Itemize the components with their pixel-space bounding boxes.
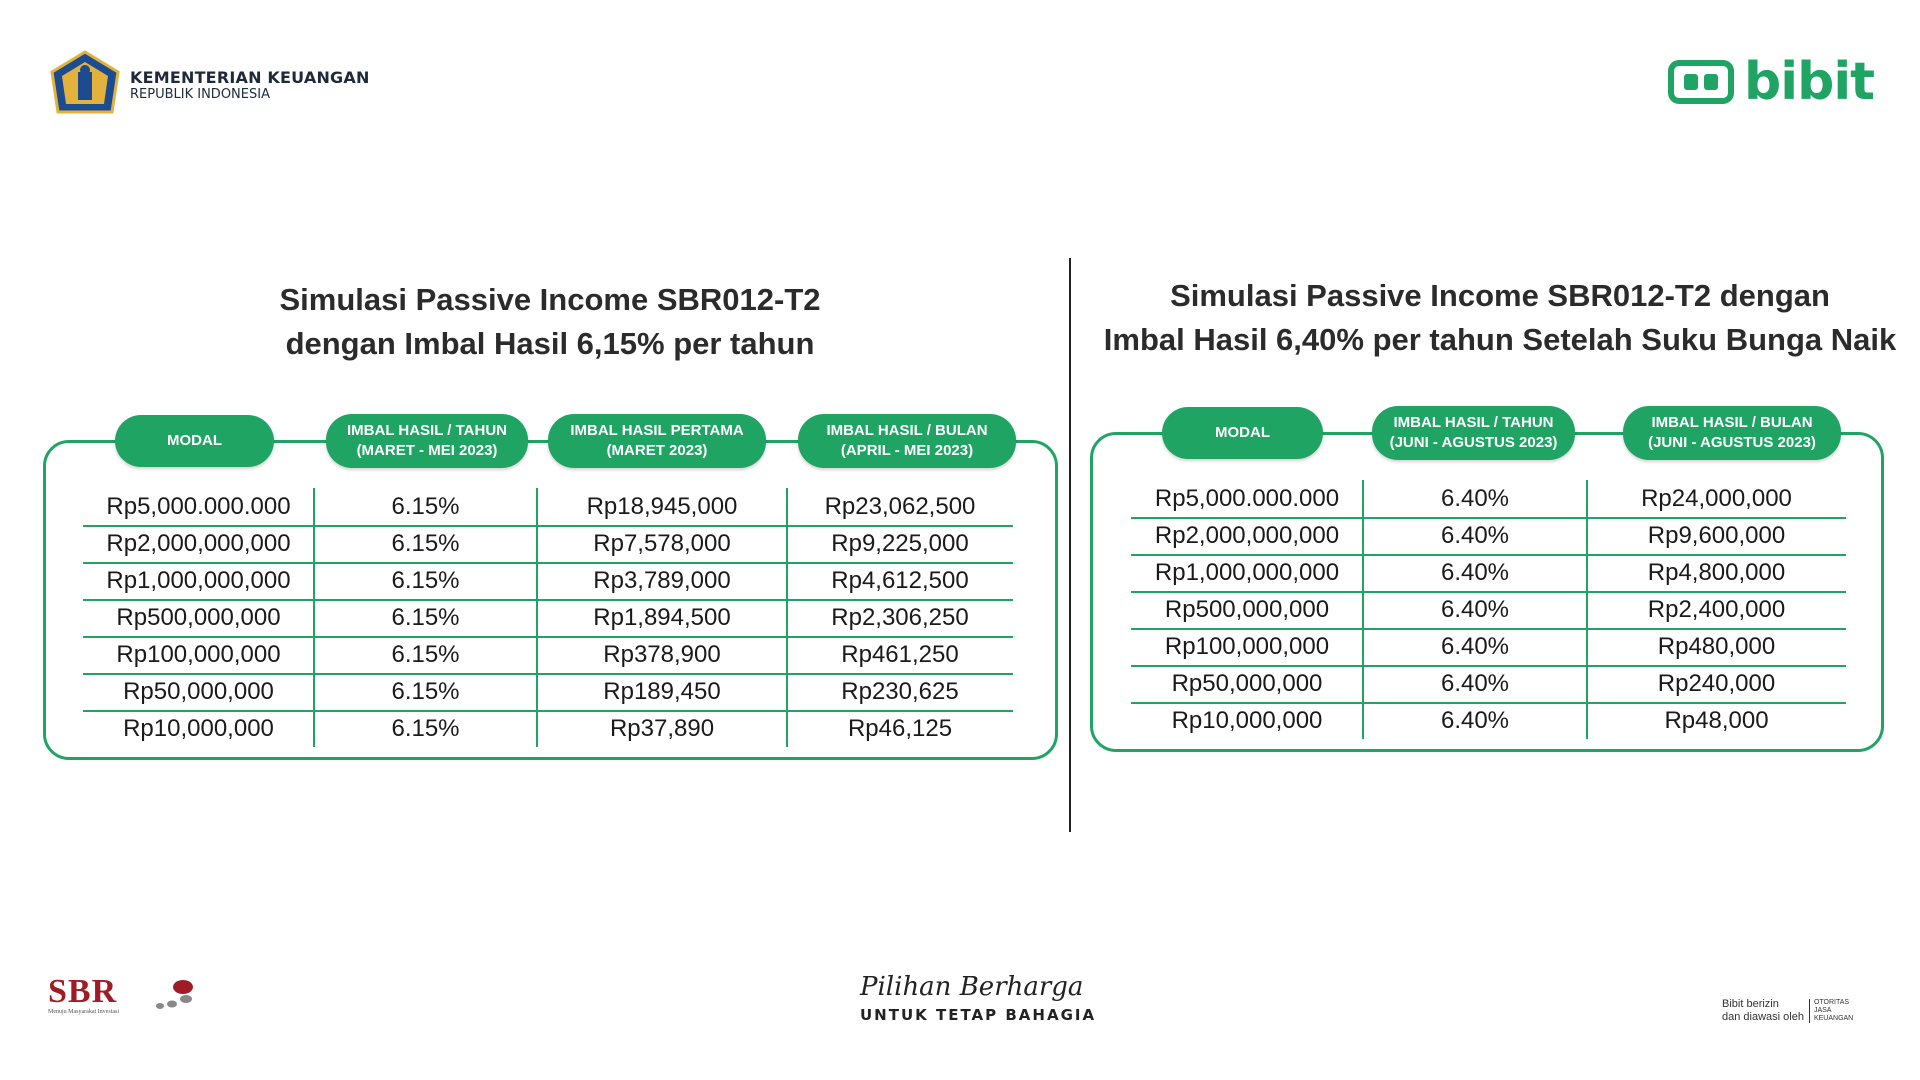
left-title-line1: Simulasi Passive Income SBR012-T2 [279,282,821,317]
column-divider [313,488,315,747]
table-cell: Rp10,000,000 [1171,706,1323,734]
header-label: IMBAL HASIL / TAHUN [347,422,507,439]
left-header-modal [115,415,274,467]
table-cell: Rp5,000.000.000 [106,492,291,520]
ministry-country: REPUBLIK INDONESIA [130,86,270,102]
right-title [1090,274,1910,362]
bibit-wordmark: bibit [1744,52,1874,112]
table-cell: Rp7,578,000 [593,529,731,557]
table-cell: Rp48,000 [1664,706,1769,734]
table-cell: Rp2,306,250 [831,603,969,631]
header-label: MODAL [167,432,222,449]
ministry-name: KEMENTERIAN KEUANGAN [130,68,370,88]
left-title-line2: dengan Imbal Hasil 6,15% per tahun [285,326,815,361]
left-title [200,278,900,366]
table-cell: 6.40% [1440,669,1510,697]
right-header-yearly [1372,406,1575,460]
ojk-org-line: KEUANGAN [1813,1015,1854,1022]
bibit-logo [1668,52,1874,112]
table-row [1131,591,1846,628]
table-cell: Rp23,062,500 [824,492,976,520]
table-row [1131,702,1846,739]
table-cell: 6.40% [1440,484,1510,512]
table-row [1131,480,1846,517]
table-cell: 6.40% [1440,521,1510,549]
table-cell: Rp9,225,000 [831,529,969,557]
column-divider [1362,480,1364,739]
right-title-line1: Simulasi Passive Income SBR012-T2 dengan [1170,278,1830,313]
table-row [83,599,1013,636]
table-cell: Rp3,789,000 [593,566,731,594]
table-cell: Rp100,000,000 [1164,632,1330,660]
table-cell: 6.15% [391,714,460,742]
ojk-notice [1722,998,1853,1024]
table-cell: Rp189,450 [603,677,721,705]
table-cell: Rp2,400,000 [1647,595,1786,623]
table-cell: 6.40% [1440,595,1510,623]
header-sublabel: (JUNI - AGUSTUS 2023) [1648,434,1816,451]
slogan-sub: UNTUK TETAP BAHAGIA [860,1006,1097,1024]
table-cell: Rp4,800,000 [1647,558,1786,586]
sbr-wordmark: SBR [48,973,118,1010]
table-cell: 6.15% [391,677,460,705]
table-row [1131,665,1846,702]
table-row [83,525,1013,562]
ojk-org-line: JASA [1813,1007,1832,1014]
left-table [83,488,1013,747]
header-sublabel: (APRIL - MEI 2023) [840,442,974,459]
table-cell: Rp50,000,000 [1171,669,1323,697]
table-row [83,710,1013,747]
right-table [1131,480,1846,739]
table-cell: Rp2,000,000,000 [1154,521,1340,549]
kemenkeu-logo [48,50,370,122]
right-header-monthly [1623,406,1841,460]
table-row [1131,517,1846,554]
table-cell: 6.15% [391,566,460,594]
sbr-tagline: Menuju Masyarakat Investasi [48,1009,119,1015]
column-divider [786,488,788,747]
table-cell: Rp24,000,000 [1641,484,1792,512]
sbr-dots-icon [98,979,208,1009]
table-row [1131,554,1846,591]
table-cell: Rp500,000,000 [116,603,281,631]
table-cell: Rp50,000,000 [123,677,274,705]
kemenkeu-emblem-icon [48,50,122,122]
table-cell: Rp378,900 [603,640,721,668]
header-sublabel: (MARET 2023) [606,442,708,459]
left-header-yearly [326,414,528,468]
table-cell: Rp2,000,000,000 [106,529,291,557]
slogan [860,972,1096,1024]
right-header-modal [1162,407,1323,459]
table-cell: Rp18,945,000 [586,492,738,520]
table-cell: 6.15% [391,492,460,520]
table-cell: Rp1,000,000,000 [1154,558,1340,586]
table-cell: Rp461,250 [841,640,959,668]
table-cell: Rp9,600,000 [1647,521,1786,549]
header-label: IMBAL HASIL / BULAN [1651,414,1813,431]
table-cell: Rp230,625 [841,677,959,705]
table-cell: 6.40% [1440,706,1510,734]
table-cell: Rp100,000,000 [116,640,281,668]
table-cell: Rp240,000 [1657,669,1776,697]
header-label: MODAL [1215,424,1270,441]
ojk-line1: Bibit berizin [1722,998,1779,1010]
ojk-line2: dan diawasi oleh [1722,1011,1804,1023]
table-cell: Rp10,000,000 [123,714,274,742]
table-cell: Rp1,000,000,000 [106,566,291,594]
table-cell: 6.15% [391,529,460,557]
table-cell: 6.40% [1440,558,1510,586]
table-row [83,562,1013,599]
header-sublabel: (JUNI - AGUSTUS 2023) [1389,434,1558,451]
slogan-script: Pilihan Berharga [860,972,1084,1002]
table-cell: Rp37,890 [609,714,715,742]
right-title-line2: Imbal Hasil 6,40% per tahun Setelah Suku Bunga Naik [1103,322,1897,357]
ojk-org-line: OTORITAS [1813,999,1850,1006]
table-cell: 6.40% [1440,632,1510,660]
column-divider [1586,480,1588,739]
header-sublabel: (MARET - MEI 2023) [356,442,498,459]
table-cell: Rp1,894,500 [593,603,731,631]
table-row [83,636,1013,673]
column-divider [536,488,538,747]
table-cell: 6.15% [391,640,460,668]
table-row [83,673,1013,710]
table-cell: Rp46,125 [847,714,953,742]
table-row [1131,628,1846,665]
center-divider [1069,258,1071,832]
table-cell: 6.15% [391,603,460,631]
header-label: IMBAL HASIL / TAHUN [1393,414,1554,431]
ojk-logo [1809,999,1853,1023]
bibit-mark-icon [1668,60,1734,104]
table-cell: Rp5,000.000.000 [1154,484,1340,512]
left-header-monthly [798,414,1016,468]
left-header-first [548,414,766,468]
header-label: IMBAL HASIL PERTAMA [570,422,744,439]
sbr-logo [48,975,119,1015]
table-cell: Rp500,000,000 [1164,595,1330,623]
header-label: IMBAL HASIL / BULAN [826,422,988,439]
table-row [83,488,1013,525]
table-cell: Rp480,000 [1657,632,1776,660]
table-cell: Rp4,612,500 [831,566,969,594]
